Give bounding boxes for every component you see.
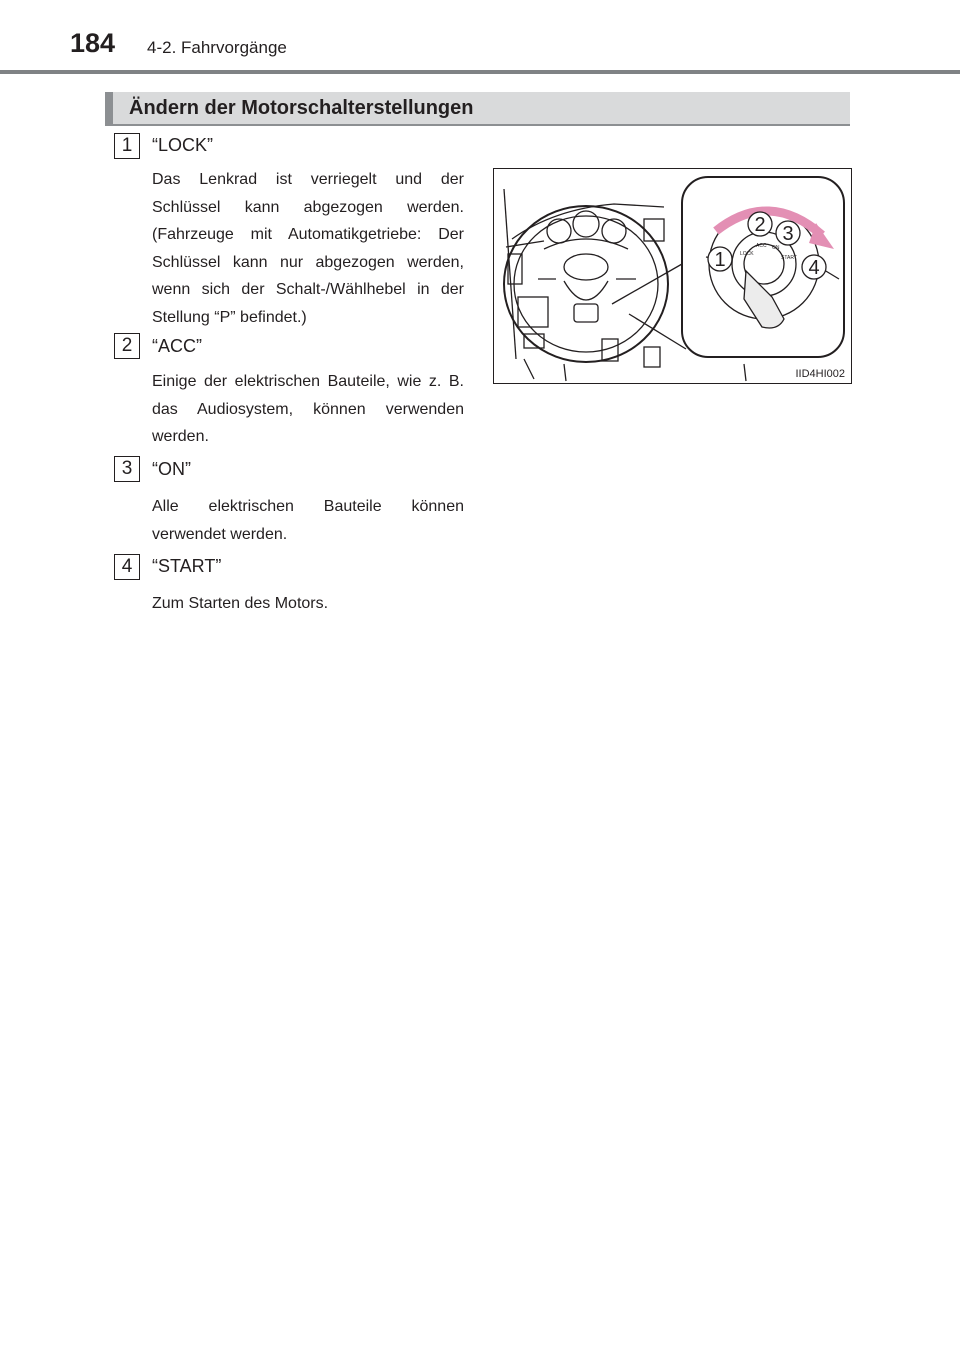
item-title-2: “ACC” xyxy=(152,336,202,356)
item-number-2: 2 xyxy=(114,333,140,359)
item-body-2: Einige der elektrischen Bauteile, wie z. B. das Audiosystem, können verwenden werden. xyxy=(152,373,464,445)
header-divider xyxy=(0,70,960,74)
ignition-figure xyxy=(493,168,852,384)
item-number-1: 1 xyxy=(114,133,140,159)
page-number: 184 xyxy=(70,28,116,58)
switch-label-start: START xyxy=(781,255,797,261)
callout-2: 2 xyxy=(754,214,766,236)
item-number-4: 4 xyxy=(114,554,140,580)
item-body-4: Zum Starten des Motors. xyxy=(152,595,329,612)
switch-label-lock: LOCK xyxy=(740,251,754,257)
section-header-underline xyxy=(105,124,850,126)
dashboard-illustration xyxy=(494,169,851,383)
item-number-3: 3 xyxy=(114,456,140,482)
item-title-1: “LOCK” xyxy=(152,135,214,155)
figure-code: IID4HI002 xyxy=(795,368,845,380)
item-body-3: Alle elektrischen Bauteile können verwendet werden. xyxy=(152,498,464,543)
switch-label-acc: ACC xyxy=(756,243,767,249)
chapter-title: 4-2. Fahrvorgänge xyxy=(147,38,287,57)
callout-4: 4 xyxy=(808,257,820,279)
callout-3: 3 xyxy=(782,223,794,245)
item-body-1: Das Lenkrad ist verriegelt und der Schlüssel kann abgezogen werden. (Fahrzeuge mit Automatikgetriebe: Der Schlüssel kann nur abgezogen werden, wenn sich der Schalt-/Wählhebel in der Stellung “P” befindet.) xyxy=(152,171,464,326)
item-title-3: “ON” xyxy=(152,459,191,479)
section-title: Ändern der Motorschalterstellungen xyxy=(129,97,474,119)
callout-1: 1 xyxy=(714,249,726,271)
switch-label-on: ON xyxy=(772,245,780,251)
section-header xyxy=(105,92,850,125)
item-title-4: “START” xyxy=(152,556,222,576)
